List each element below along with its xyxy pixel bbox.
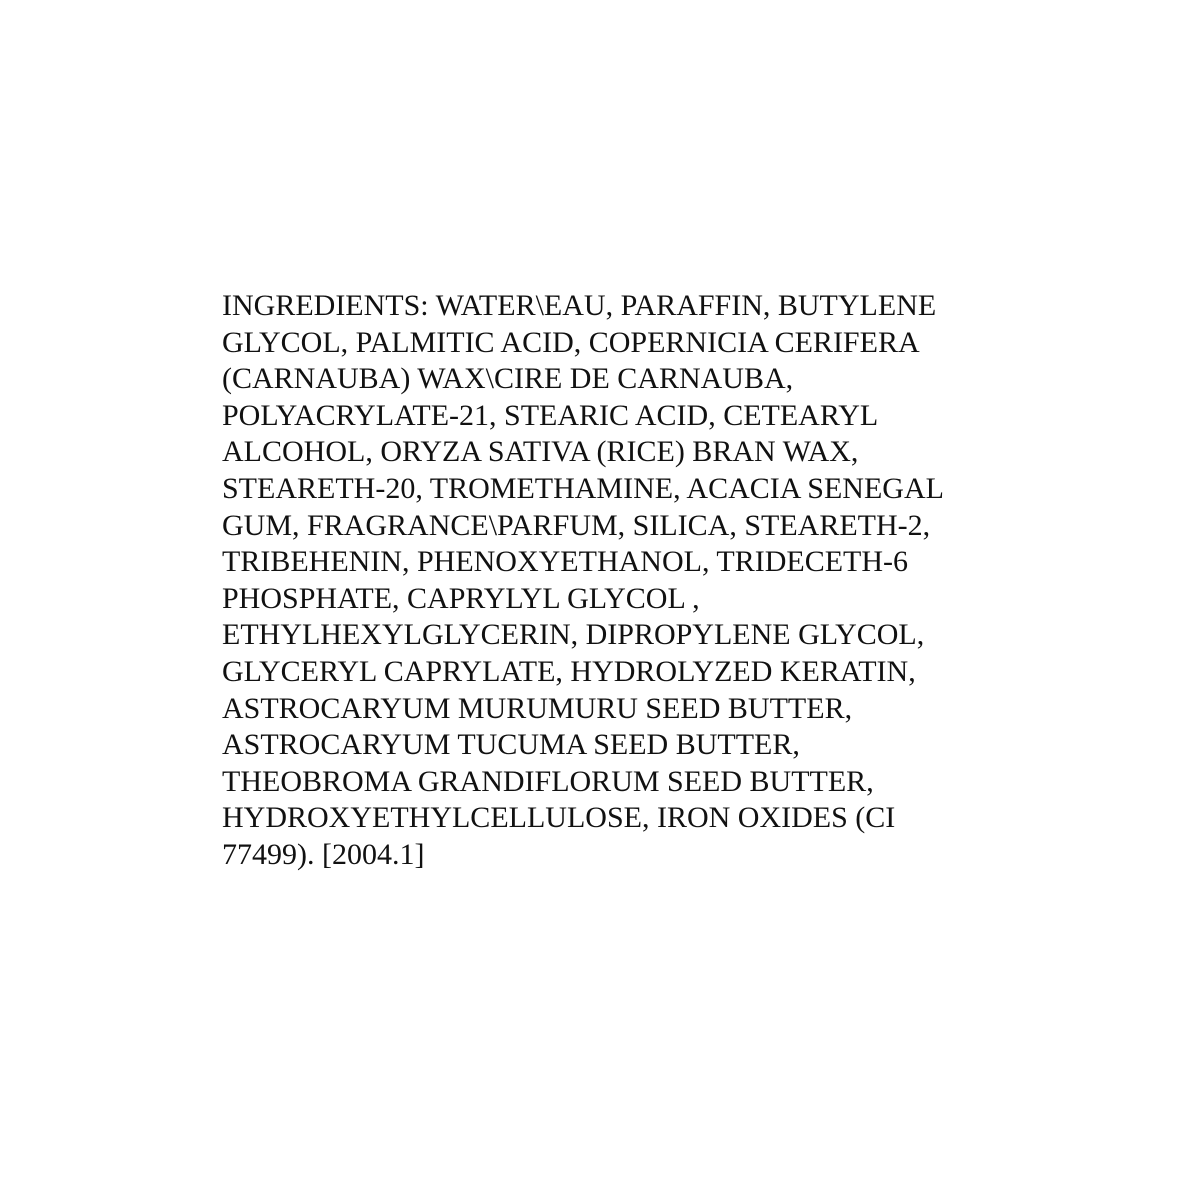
ingredients-line: ASTROCARYUM MURUMURU SEED BUTTER, [222,691,853,725]
ingredients-line: STEARETH-20, TROMETHAMINE, ACACIA SENEGAL [222,471,944,505]
ingredients-line: PHOSPHATE, CAPRYLYL GLYCOL , [222,581,700,615]
ingredients-line: GLYCERYL CAPRYLATE, HYDROLYZED KERATIN, [222,654,916,688]
ingredients-line: ALCOHOL, ORYZA SATIVA (RICE) BRAN WAX, [222,435,859,469]
ingredients-line: GLYCOL, PALMITIC ACID, COPERNICIA CERIFERA [222,325,920,359]
ingredients-line: HYDROXYETHYLCELLULOSE, IRON OXIDES (CI [222,801,896,835]
ingredients-line: 77499). [2004.1] [222,837,425,871]
ingredients-line: POLYACRYLATE-21, STEARIC ACID, CETEARYL [222,398,879,432]
ingredients-line: (CARNAUBA) WAX\CIRE DE CARNAUBA, [222,362,794,396]
ingredients-line: TRIBEHENIN, PHENOXYETHANOL, TRIDECETH-6 [222,545,909,579]
ingredients-line: THEOBROMA GRANDIFLORUM SEED BUTTER, [222,764,874,798]
ingredients-text-block [222,288,1002,874]
ingredients-line: INGREDIENTS: WATER\EAU, PARAFFIN, BUTYLENE [222,289,937,322]
ingredients-line: GUM, FRAGRANCE\PARFUM, SILICA, STEARETH-2, [222,508,931,542]
ingredients-line: ASTROCARYUM TUCUMA SEED BUTTER, [222,728,800,762]
ingredients-line: ETHYLHEXYLGLYCERIN, DIPROPYLENE GLYCOL, [222,618,925,652]
